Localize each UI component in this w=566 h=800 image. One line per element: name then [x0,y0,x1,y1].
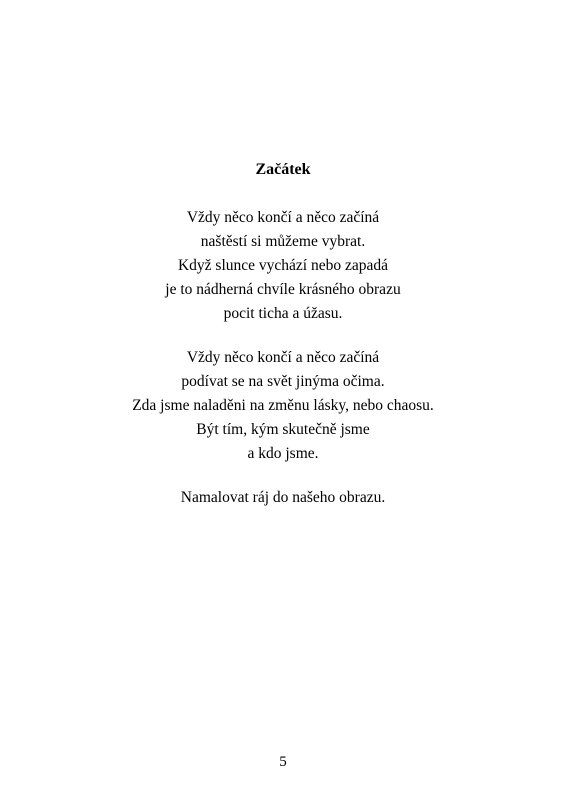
poem-line: Namalovat ráj do našeho obrazu. [180,489,386,506]
page-number: 5 [279,754,287,770]
poem-line: Být tím, kým skutečně jsme [196,421,370,438]
stanza-3 [0,486,566,510]
poem-line: podívat se na svět jinýma očima. [181,373,385,390]
poem-title: Začátek [255,161,311,178]
poem-line: Když slunce vychází nebo zapadá [177,257,388,274]
poem-line: a kdo jsme. [247,445,319,462]
poem-line: pocit ticha a úžasu. [223,305,343,322]
stanza-1 [0,206,566,326]
stanza-2 [0,346,566,466]
poem-line: Vždy něco končí a něco začíná [186,209,380,226]
poem-line: Zda jsme naladěni na změnu lásky, nebo chaosu. [132,397,434,414]
poem-line: naštěstí si můžeme vybrat. [200,233,366,250]
poem-line: je to nádherná chvíle krásného obrazu [165,281,401,298]
poem-line: Vždy něco končí a něco začíná [186,349,380,366]
